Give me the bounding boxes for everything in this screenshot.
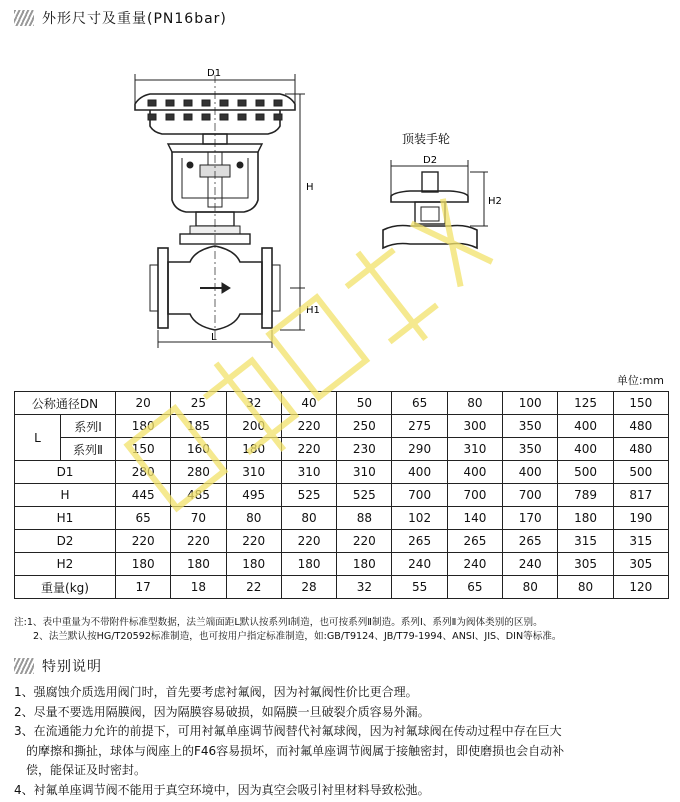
table-cell: 32 xyxy=(337,576,392,599)
table-row xyxy=(15,461,669,484)
table-cell: 80 xyxy=(281,507,336,530)
table-cell: 280 xyxy=(171,461,226,484)
table-row xyxy=(15,438,669,461)
table-cell: 350 xyxy=(503,438,558,461)
table-cell: 120 xyxy=(613,576,668,599)
table-cell: 80 xyxy=(447,392,502,415)
table-cell: 300 xyxy=(447,415,502,438)
striped-block-icon xyxy=(14,10,34,26)
row-label-series1: 系列Ⅰ xyxy=(61,415,116,438)
table-row xyxy=(15,392,669,415)
table-cell: 525 xyxy=(337,484,392,507)
valve-drawing xyxy=(0,40,680,370)
table-cell: 150 xyxy=(613,392,668,415)
table-cell: 125 xyxy=(558,392,613,415)
table-cell: 400 xyxy=(558,415,613,438)
table-cell: 700 xyxy=(503,484,558,507)
table-cell: 400 xyxy=(558,438,613,461)
table-cell: 190 xyxy=(613,507,668,530)
table-cell: 180 xyxy=(558,507,613,530)
row-label-series2: 系列Ⅱ xyxy=(61,438,116,461)
table-row xyxy=(15,553,669,576)
table-cell: 220 xyxy=(171,530,226,553)
table-cell: 180 xyxy=(337,553,392,576)
table-cell: 65 xyxy=(447,576,502,599)
table-cell: 265 xyxy=(503,530,558,553)
table-cell: 32 xyxy=(226,392,281,415)
dim-d2-label: D2 xyxy=(423,155,438,166)
table-cell: 150 xyxy=(116,438,171,461)
table-cell: 700 xyxy=(392,484,447,507)
special-title: 特别说明 xyxy=(42,659,102,675)
table-cell: 55 xyxy=(392,576,447,599)
table-cell: 275 xyxy=(392,415,447,438)
table-cell: 265 xyxy=(447,530,502,553)
table-cell: 220 xyxy=(281,530,336,553)
dim-h-label: H xyxy=(306,182,314,193)
table-cell: 240 xyxy=(392,553,447,576)
row-label-d2: D2 xyxy=(15,530,116,553)
row-label-h: H xyxy=(15,484,116,507)
special-header xyxy=(14,656,102,676)
table-cell: 180 xyxy=(116,553,171,576)
table-cell: 100 xyxy=(503,392,558,415)
section-title: 外形尺寸及重量(PN16bar) xyxy=(42,11,227,27)
table-cell: 310 xyxy=(226,461,281,484)
table-cell: 80 xyxy=(558,576,613,599)
table-cell: 80 xyxy=(503,576,558,599)
unit-label: 单位:mm xyxy=(616,374,664,387)
table-cell: 170 xyxy=(503,507,558,530)
table-cell: 480 xyxy=(613,415,668,438)
table-cell: 180 xyxy=(116,415,171,438)
table-cell: 400 xyxy=(447,461,502,484)
table-cell: 500 xyxy=(613,461,668,484)
table-cell: 310 xyxy=(447,438,502,461)
table-cell: 250 xyxy=(337,415,392,438)
table-cell: 65 xyxy=(392,392,447,415)
table-cell: 315 xyxy=(558,530,613,553)
table-cell: 65 xyxy=(116,507,171,530)
section-header xyxy=(14,8,227,28)
table-row xyxy=(15,415,669,438)
table-cell: 495 xyxy=(226,484,281,507)
table-cell: 700 xyxy=(447,484,502,507)
table-cell: 220 xyxy=(281,438,336,461)
table-cell: 220 xyxy=(337,530,392,553)
table-cell: 28 xyxy=(281,576,336,599)
table-cell: 50 xyxy=(337,392,392,415)
note-2: 2、法兰默认按HG/T20592标准制造，也可按用户指定标准制造，如:GB/T9124、JB/T79-1994、ANSI、JIS、DIN等标准。 xyxy=(33,631,562,642)
spec-table xyxy=(14,391,669,599)
table-cell: 17 xyxy=(116,576,171,599)
table-cell: 88 xyxy=(337,507,392,530)
table-cell: 400 xyxy=(503,461,558,484)
row-label-l: L xyxy=(15,415,61,461)
special-item-3-cont2: 偿，能保证及时密封。 xyxy=(26,763,147,777)
table-cell: 525 xyxy=(281,484,336,507)
table-cell: 290 xyxy=(392,438,447,461)
table-cell: 220 xyxy=(226,530,281,553)
row-label-d1: D1 xyxy=(15,461,116,484)
table-row xyxy=(15,484,669,507)
table-cell: 305 xyxy=(558,553,613,576)
table-cell: 180 xyxy=(226,438,281,461)
handwheel-title: 顶装手轮 xyxy=(402,132,451,146)
table-cell: 400 xyxy=(392,461,447,484)
table-cell: 480 xyxy=(613,438,668,461)
table-cell: 200 xyxy=(226,415,281,438)
table-cell: 280 xyxy=(116,461,171,484)
dim-h2-label: H2 xyxy=(488,196,502,207)
table-cell: 40 xyxy=(281,392,336,415)
table-cell: 25 xyxy=(171,392,226,415)
special-item-4: 4、衬氟单座调节阀不能用于真空环境中，因为真空会吸引衬里材料导致松弛。 xyxy=(14,782,430,797)
notes xyxy=(14,616,562,644)
table-row xyxy=(15,530,669,553)
striped-block-icon xyxy=(14,658,34,674)
special-item-3: 3、在流通能力允许的前提下，可用衬氟单座调节阀替代衬氟球阀，因为衬氟球阀在传动过程中存在巨大 xyxy=(14,724,562,738)
table-row xyxy=(15,507,669,530)
special-item-3-cont: 的摩擦和撕扯，球体与阀座上的F46容易损坏，而衬氟单座调节阀属于接触密封，即使磨损也会自动补 xyxy=(26,743,565,758)
table-cell: 240 xyxy=(503,553,558,576)
note-1: 注:1、表中重量为不带附件标准型数据，法兰端面距L默认按系列Ⅰ制造，也可按系列Ⅱ制造。系列Ⅰ、系列Ⅱ为阀体类别的区别。 xyxy=(14,617,543,628)
special-item-2: 2、尽量不要选用隔膜阀，因为隔膜容易破损，如隔膜一旦破裂介质容易外漏。 xyxy=(14,704,430,719)
dim-h1-label: H1 xyxy=(306,305,320,316)
table-cell: 265 xyxy=(392,530,447,553)
table-cell: 315 xyxy=(613,530,668,553)
table-cell: 102 xyxy=(392,507,447,530)
table-cell: 220 xyxy=(281,415,336,438)
table-cell: 140 xyxy=(447,507,502,530)
table-cell: 160 xyxy=(171,438,226,461)
table-cell: 180 xyxy=(226,553,281,576)
table-cell: 80 xyxy=(226,507,281,530)
table-cell: 310 xyxy=(281,461,336,484)
table-cell: 240 xyxy=(447,553,502,576)
table-cell: 789 xyxy=(558,484,613,507)
row-label-weight: 重量(kg) xyxy=(15,576,116,599)
dim-d1-label: D1 xyxy=(207,68,222,79)
table-cell: 500 xyxy=(558,461,613,484)
table-cell: 22 xyxy=(226,576,281,599)
table-cell: 70 xyxy=(171,507,226,530)
table-cell: 817 xyxy=(613,484,668,507)
table-cell: 220 xyxy=(116,530,171,553)
special-notes xyxy=(14,683,674,800)
table-cell: 350 xyxy=(503,415,558,438)
table-cell: 18 xyxy=(171,576,226,599)
row-label-dn: 公称通径DN xyxy=(15,392,116,415)
table-cell: 20 xyxy=(116,392,171,415)
table-cell: 185 xyxy=(171,415,226,438)
special-item-1: 1、强腐蚀介质选用阀门时，首先要考虑衬氟阀，因为衬氟阀性价比更合理。 xyxy=(14,685,418,699)
table-row xyxy=(15,576,669,599)
table-cell: 230 xyxy=(337,438,392,461)
table-cell: 310 xyxy=(337,461,392,484)
table-cell: 180 xyxy=(171,553,226,576)
table-cell: 445 xyxy=(116,484,171,507)
spec-table-body xyxy=(15,392,669,599)
table-cell: 305 xyxy=(613,553,668,576)
table-cell: 180 xyxy=(281,553,336,576)
row-label-h2: H2 xyxy=(15,553,116,576)
table-cell: 485 xyxy=(171,484,226,507)
row-label-h1: H1 xyxy=(15,507,116,530)
dim-l-label: L xyxy=(211,332,217,343)
